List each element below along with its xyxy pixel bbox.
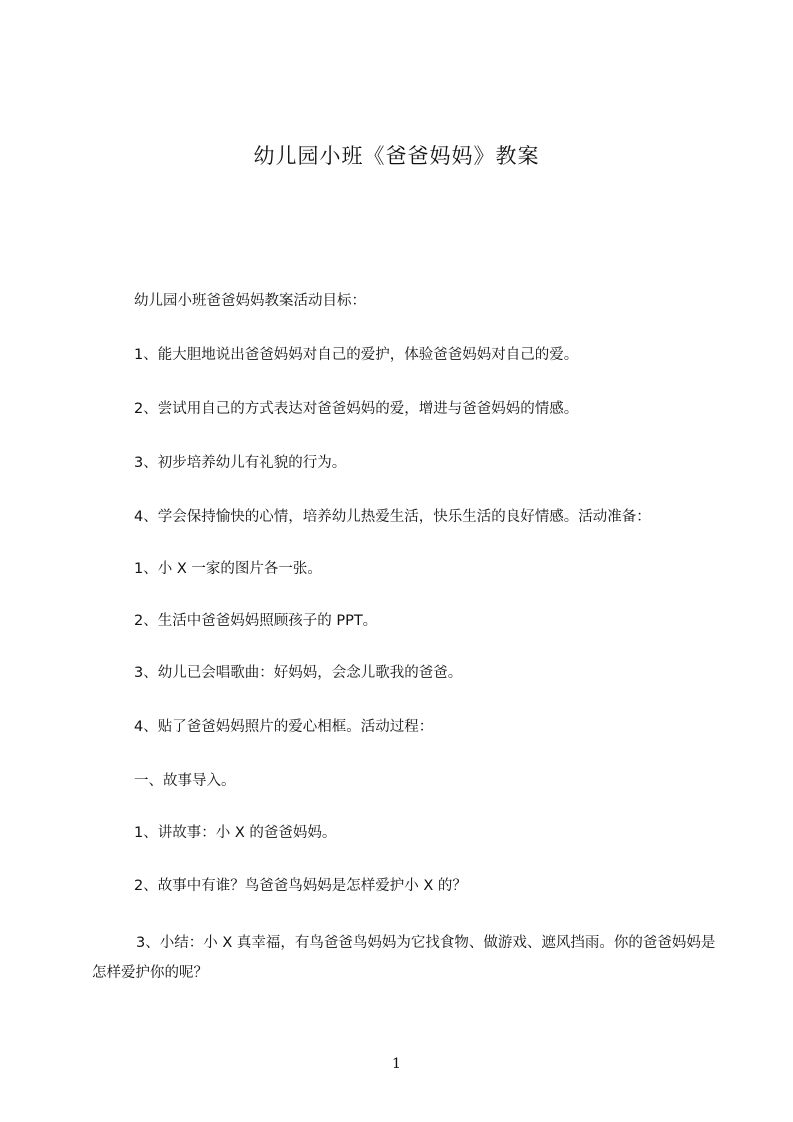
paragraph-prep-3: 3、幼儿已会唱歌曲：好妈妈，会念儿歌我的爸爸。 bbox=[134, 665, 463, 681]
paragraph-objective-1: 1、能大胆地说出爸爸妈妈对自己的爱护，体验爸爸妈妈对自己的爱。 bbox=[134, 347, 579, 363]
paragraph-prep-4: 4、贴了爸爸妈妈照片的爱心相框。活动过程： bbox=[134, 719, 434, 735]
paragraph-objective-4: 4、学会保持愉快的心情，培养幼儿热爱生活，快乐生活的良好情感。活动准备： bbox=[134, 509, 651, 525]
document-title: 幼儿园小班《爸爸妈妈》教案 bbox=[253, 144, 540, 168]
paragraph-step-1: 1、讲故事：小 X 的爸爸妈妈。 bbox=[134, 825, 337, 841]
paragraph-objective-2: 2、尝试用自己的方式表达对爸爸妈妈的爱，增进与爸爸妈妈的情感。 bbox=[134, 401, 579, 417]
paragraph-prep-2: 2、生活中爸爸妈妈照顾孩子的 PPT。 bbox=[134, 613, 378, 629]
paragraph-prep-1: 1、小 X 一家的图片各一张。 bbox=[134, 561, 322, 577]
page-number: 1 bbox=[392, 1056, 401, 1072]
paragraph-step-3: 3、小结：小 X 真幸福，有鸟爸爸鸟妈妈为它找食物、做游戏、遮风挡雨。你的爸爸妈妈是怎样爱护你的呢？ bbox=[92, 935, 716, 981]
paragraph-objectives-heading: 幼儿园小班爸爸妈妈教案活动目标： bbox=[134, 293, 366, 309]
paragraph-step-2: 2、故事中有谁？鸟爸爸鸟妈妈是怎样爱护小 X 的？ bbox=[134, 878, 467, 894]
paragraph-objective-3: 3、初步培养幼儿有礼貌的行为。 bbox=[134, 455, 347, 471]
paragraph-section-1: 一、故事导入。 bbox=[134, 773, 236, 789]
